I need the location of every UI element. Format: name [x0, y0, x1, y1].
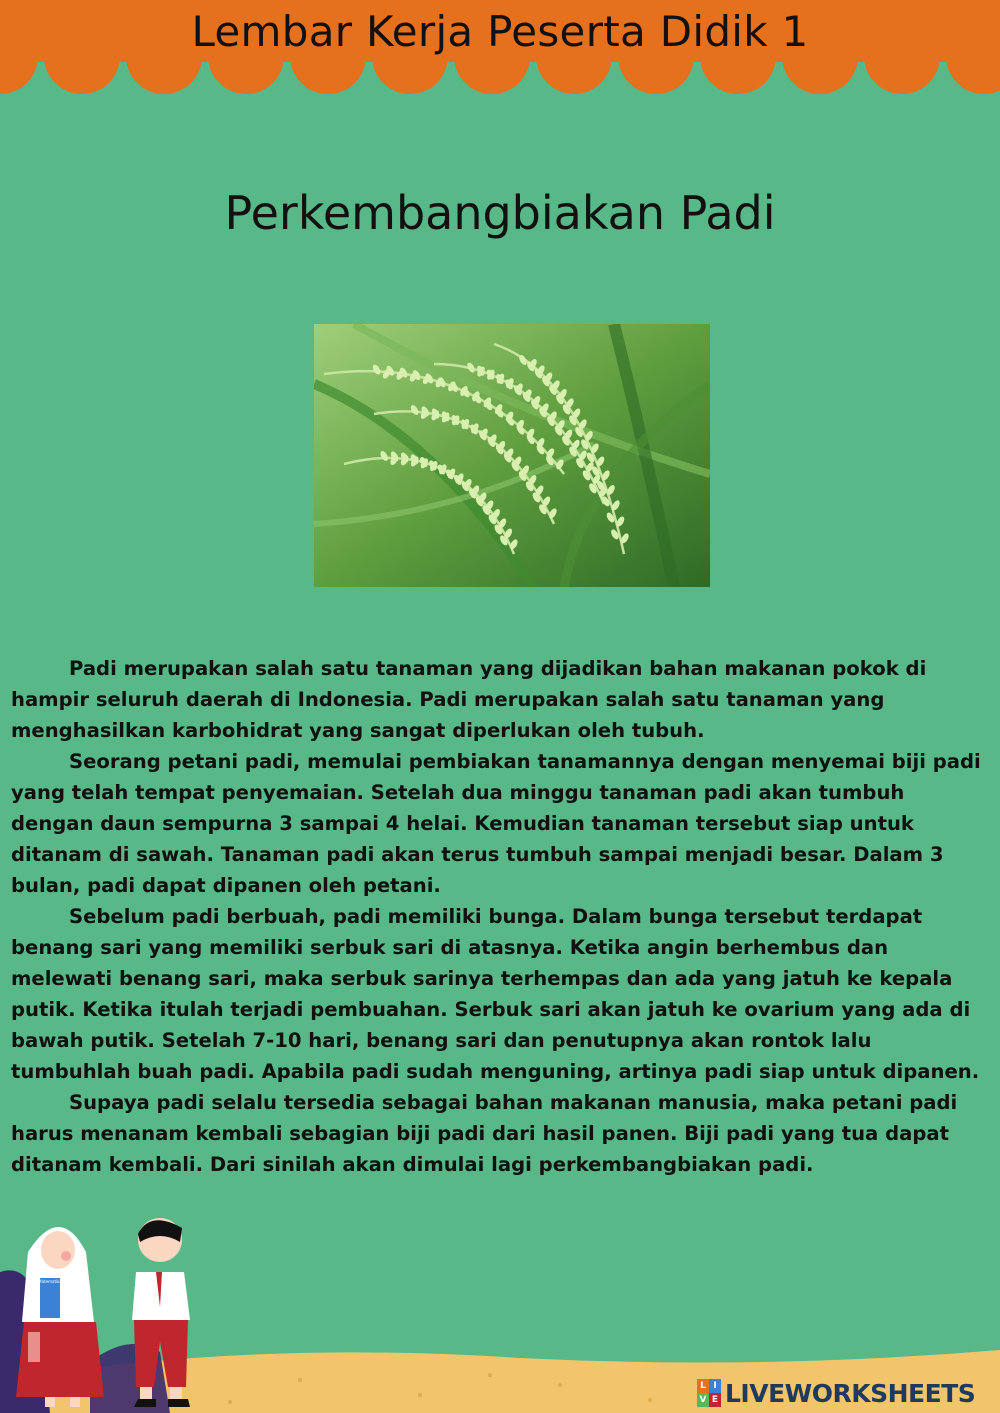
page-title: Perkembangbiakan Padi [224, 186, 776, 240]
students-illustration [0, 1212, 200, 1413]
reading-passage [11, 653, 991, 1180]
paragraph-1: Padi merupakan salah satu tanaman yang dijadikan bahan makanan pokok di hampir seluruh daerah di Indonesia. Padi merupakan salah satu tanaman yang menghasilkan karbohidrat yang sangat diperlukan oleh tubuh. [11, 657, 927, 742]
paragraph-2: Seorang petani padi, memulai pembiakan tanamannya dengan menyemai biji padi yang telah tempat penyemaian. Setelah dua minggu tanaman padi akan tumbuh dengan daun sempurna 3 sampai 4 helai. Kemudian tanaman tersebut siap untuk ditanam di sawah. Tanaman padi akan terus tumbuh sampai menjadi besar. Dalam 3 bulan, padi dapat dipanen oleh petani. [11, 750, 981, 897]
liveworksheets-wordmark: LIVEWORKSHEETS [725, 1378, 976, 1408]
book-label: Matematika [38, 1279, 62, 1284]
liveworksheets-logo[interactable] [697, 1377, 997, 1409]
worksheet-header-title: Lembar Kerja Peserta Didik 1 [191, 7, 809, 56]
rice-panicle-photo [314, 324, 710, 587]
paragraph-4: Supaya padi selalu tersedia sebagai bahan makanan manusia, maka petani padi harus menanam kembali sebagian biji padi dari hasil panen. Biji padi yang tua dapat ditanam kembali. Dari sinilah akan dimulai lagi perkembangbiakan padi. [11, 1091, 958, 1176]
paragraph-3: Sebelum padi berbuah, padi memiliki bunga. Dalam bunga tersebut terdapat benang sari yang memiliki serbuk sari di atasnya. Ketika angin berhembus dan melewati benang sari, maka serbuk sarinya terhempas dan ada yang jatuh ke kepala putik. Ketika itulah terjadi pembuahan. Serbuk sari akan jatuh ke ovarium yang ada di bawah putik. Setelah 7-10 hari, benang sari dan penutupnya akan rontok lalu tumbuhlah buah padi. Apabila padi sudah menguning, artinya padi siap untuk dipanen. [11, 905, 980, 1083]
live-badge-icon: L I V E [697, 1379, 721, 1407]
